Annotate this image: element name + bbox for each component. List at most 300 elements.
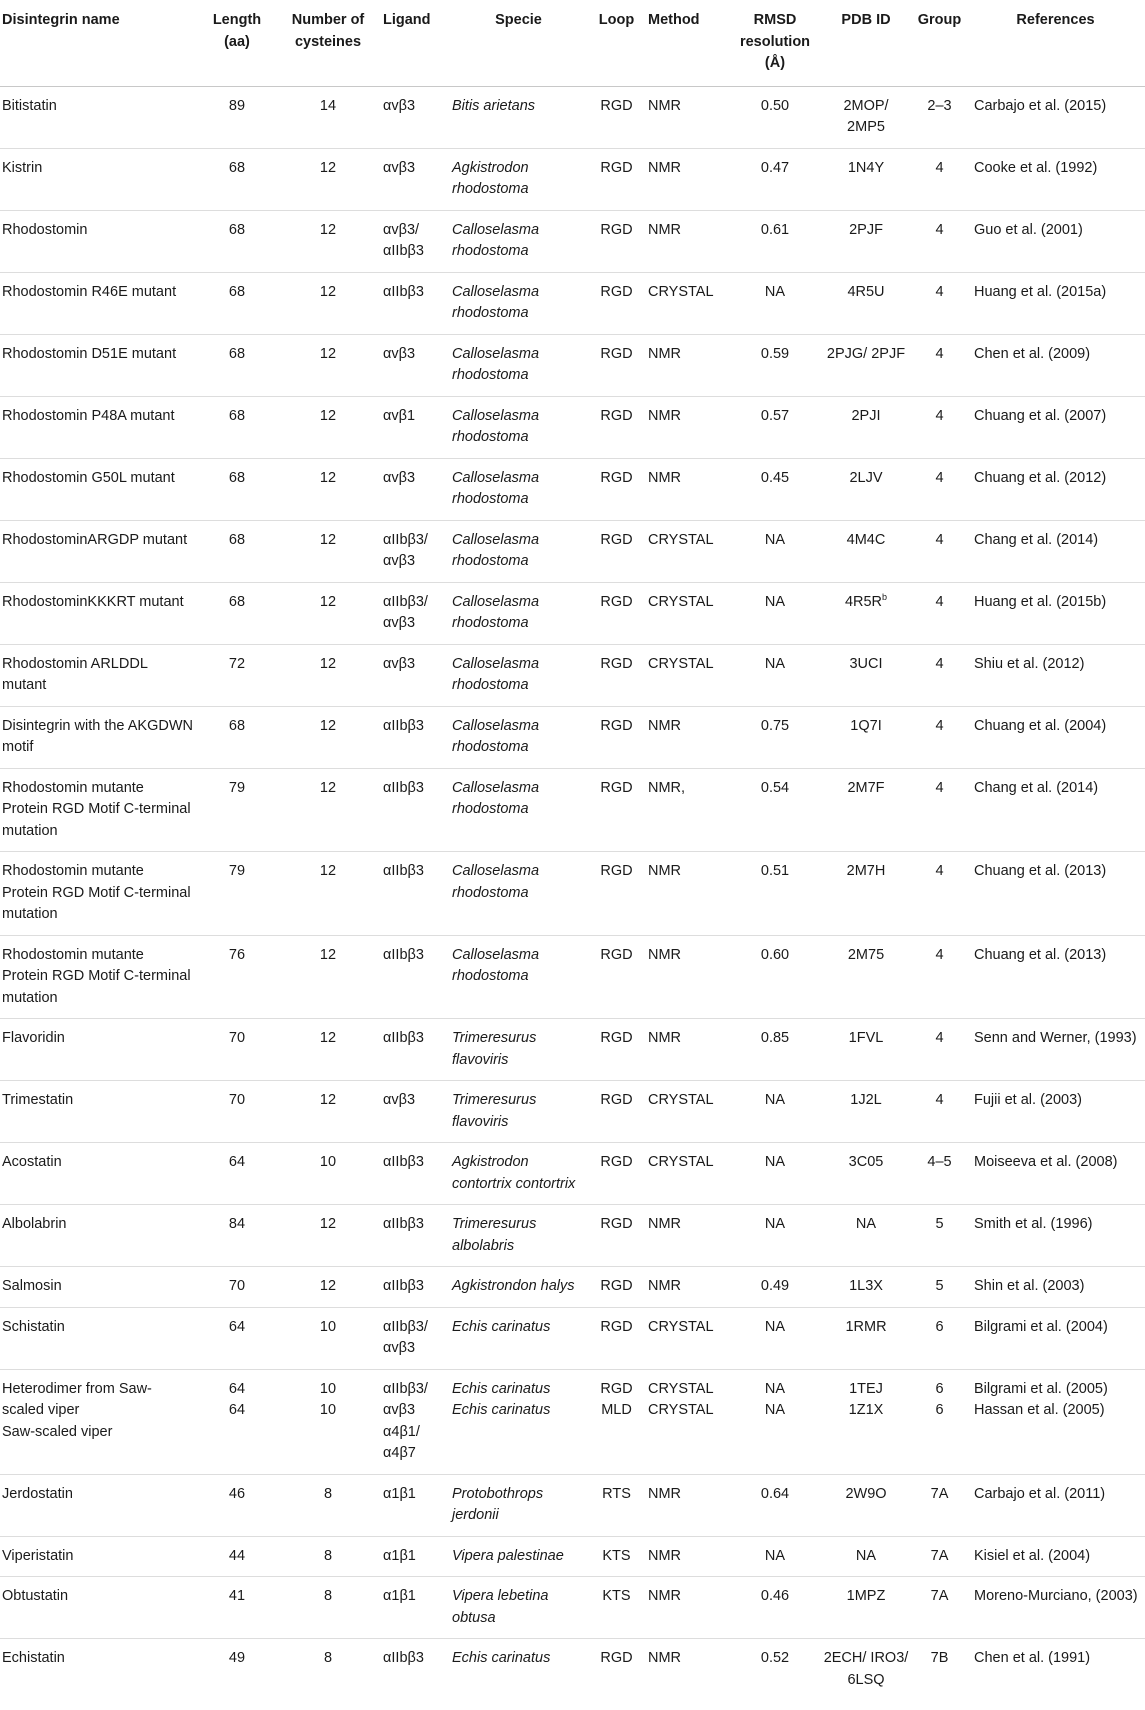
group-cell	[913, 582, 966, 644]
reference-cell	[966, 1577, 1145, 1639]
rmsd-cell-text: 0.75	[760, 717, 790, 734]
specie-cell-text: Trimeresurus flavoviris	[452, 1030, 537, 1068]
loop-cell-text: RGD	[600, 717, 633, 734]
group-cell	[913, 1081, 966, 1143]
method-cell-text: CRYSTAL	[648, 1318, 714, 1335]
method-cell-text: NMR,	[648, 779, 686, 796]
method-cell	[644, 520, 731, 582]
pdb-id-cell	[819, 852, 913, 936]
specie-cell-text: Echis carinatus	[452, 1402, 551, 1418]
group-cell-text: 7B	[930, 1650, 949, 1666]
table-row	[0, 1639, 1145, 1701]
length-cell	[197, 1143, 277, 1205]
cysteines-cell	[277, 1369, 379, 1474]
reference-cell-text: Chuang et al. (2004)	[974, 717, 1107, 734]
rmsd-cell-text: 0.57	[760, 407, 790, 424]
specie-cell	[448, 334, 589, 396]
length-cell	[197, 1639, 277, 1701]
cysteines-cell-text: 12	[319, 469, 337, 486]
name-cell	[0, 458, 197, 520]
loop-cell-text: RGD	[600, 1380, 633, 1397]
ligand-cell	[379, 86, 448, 148]
loop-cell-text: RGD	[600, 1278, 633, 1294]
length-cell-text: 49	[228, 1650, 246, 1666]
ligand-cell-text: αIIbβ3/ αvβ3	[383, 1318, 428, 1356]
loop-cell	[589, 706, 644, 768]
loop-cell	[589, 1369, 644, 1474]
cysteines-cell-text: 12	[319, 863, 337, 879]
ligand-cell-text: αIIbβ3/ αvβ3	[383, 593, 428, 631]
name-cell	[0, 148, 197, 210]
loop-cell-text: RGD	[600, 97, 633, 114]
rmsd-cell-text: NA	[764, 655, 786, 672]
name-cell	[0, 706, 197, 768]
length-cell-text: 72	[228, 655, 246, 672]
table-row	[0, 1369, 1145, 1474]
ligand-cell	[379, 272, 448, 334]
name-cell	[0, 1577, 197, 1639]
name-cell	[0, 1081, 197, 1143]
rmsd-cell-text: 0.45	[760, 469, 790, 486]
name-cell-text: Rhodostomin G50L mutant	[2, 469, 175, 486]
length-cell	[197, 458, 277, 520]
ligand-cell	[379, 1536, 448, 1577]
ligand-cell-text: αIIbβ3/ αvβ3	[383, 1380, 428, 1418]
specie-cell-text: Agkistrodon contortrix contortrix	[452, 1154, 576, 1192]
pdb-id-cell-text: 3C05	[848, 1154, 884, 1170]
loop-cell-text: RGD	[600, 407, 633, 424]
rmsd-cell	[731, 86, 819, 148]
name-cell-text: Rhodostomin D51E mutant	[2, 345, 177, 362]
specie-cell-text: Bitis arietans	[452, 97, 536, 114]
specie-cell-text: Agkistrondon halys	[452, 1278, 575, 1294]
reference-cell-text: Bilgrami et al. (2005)	[974, 1380, 1108, 1397]
method-cell	[644, 706, 731, 768]
group-cell-text: 4	[935, 221, 944, 238]
method-cell	[644, 1577, 731, 1639]
loop-cell-text: MLD	[601, 1402, 632, 1418]
cysteines-cell	[277, 1267, 379, 1308]
specie-cell-text: Calloselasma rhodostoma	[452, 946, 540, 984]
cysteines-cell-text: 8	[323, 1588, 333, 1604]
specie-cell-text: Calloselasma rhodostoma	[452, 469, 540, 507]
loop-cell-text: KTS	[602, 1588, 631, 1604]
length-cell-text: 68	[228, 717, 246, 734]
rmsd-cell	[731, 148, 819, 210]
ligand-cell	[379, 334, 448, 396]
ligand-cell-text: αvβ3	[383, 159, 416, 176]
cysteines-cell-text: 12	[319, 655, 337, 672]
ligand-cell	[379, 935, 448, 1019]
length-cell-text: 84	[228, 1216, 246, 1232]
cysteines-cell-text: 12	[319, 717, 337, 734]
table-body	[0, 86, 1145, 1700]
reference-cell	[966, 1474, 1145, 1536]
group-cell-text: 4	[935, 593, 944, 610]
rmsd-cell-text: NA	[764, 1318, 786, 1335]
loop-cell-text: RGD	[600, 946, 633, 963]
name-cell-text: Acostatin	[2, 1154, 62, 1170]
name-cell-text: Rhodostomin	[2, 221, 88, 238]
name-cell-text: Rhodostomin mutante Protein RGD Motif C-terminal mutation	[2, 779, 191, 839]
name-cell-text: Saw-scaled viper	[2, 1423, 113, 1440]
group-cell	[913, 520, 966, 582]
specie-cell	[448, 520, 589, 582]
ligand-cell	[379, 582, 448, 644]
pdb-id-cell-text: 2PJF	[849, 221, 883, 238]
group-cell	[913, 1639, 966, 1701]
name-cell	[0, 210, 197, 272]
cysteines-cell	[277, 1536, 379, 1577]
length-cell-text: 68	[228, 407, 246, 424]
rmsd-cell-text: NA	[764, 531, 786, 548]
cysteines-cell-text: 10	[319, 1402, 337, 1418]
cysteines-cell-text: 12	[319, 221, 337, 238]
length-cell-text: 68	[228, 283, 246, 300]
rmsd-cell-text: 0.49	[760, 1278, 790, 1294]
cysteines-cell-text: 12	[319, 407, 337, 424]
method-cell	[644, 396, 731, 458]
reference-cell	[966, 1267, 1145, 1308]
name-cell-text: Albolabrin	[2, 1216, 67, 1232]
loop-cell-text: RGD	[600, 779, 633, 796]
pdb-id-cell-text: 1MPZ	[846, 1588, 886, 1604]
group-cell	[913, 1474, 966, 1536]
specie-cell-text: Calloselasma rhodostoma	[452, 283, 540, 321]
group-cell-text: 4	[935, 469, 944, 486]
length-cell	[197, 210, 277, 272]
rmsd-cell	[731, 1307, 819, 1369]
cysteines-cell	[277, 768, 379, 852]
reference-cell-text: Chang et al. (2014)	[974, 531, 1099, 548]
group-cell-text: 4	[935, 1030, 944, 1046]
rmsd-cell	[731, 1143, 819, 1205]
name-cell-text: Obtustatin	[2, 1588, 69, 1604]
name-cell	[0, 334, 197, 396]
reference-cell-text: Hassan et al. (2005)	[974, 1402, 1105, 1418]
ligand-cell	[379, 706, 448, 768]
loop-cell	[589, 458, 644, 520]
method-cell-text: NMR	[648, 1485, 682, 1502]
reference-cell-text: Chuang et al. (2012)	[974, 469, 1107, 486]
cysteines-cell-text: 12	[319, 531, 337, 548]
header-method: Method	[644, 0, 731, 86]
ligand-cell	[379, 1019, 448, 1081]
method-cell	[644, 768, 731, 852]
name-cell	[0, 86, 197, 148]
ligand-cell-text: αvβ3	[383, 1092, 416, 1108]
specie-cell-text: Trimeresurus flavoviris	[452, 1092, 537, 1130]
table-row	[0, 86, 1145, 148]
ligand-cell	[379, 1267, 448, 1308]
specie-cell-text: Calloselasma rhodostoma	[452, 717, 540, 755]
pdb-id-cell	[819, 582, 913, 644]
reference-cell-text: Shin et al. (2003)	[974, 1278, 1085, 1294]
rmsd-cell	[731, 1205, 819, 1267]
specie-cell	[448, 458, 589, 520]
loop-cell	[589, 1081, 644, 1143]
specie-cell	[448, 148, 589, 210]
length-cell-text: 68	[228, 593, 246, 610]
rmsd-cell	[731, 1474, 819, 1536]
loop-cell	[589, 582, 644, 644]
name-cell-text: Flavoridin	[2, 1030, 65, 1046]
group-cell-text: 4	[935, 345, 944, 362]
method-cell	[644, 334, 731, 396]
group-cell-text: 4	[935, 531, 944, 548]
length-cell-text: 64	[228, 1154, 246, 1170]
length-cell	[197, 1081, 277, 1143]
loop-cell-text: RGD	[600, 531, 633, 548]
length-cell	[197, 1307, 277, 1369]
length-cell-text: 89	[228, 97, 246, 114]
pdb-id-cell	[819, 1369, 913, 1474]
specie-cell-text: Calloselasma rhodostoma	[452, 593, 540, 631]
ligand-cell	[379, 520, 448, 582]
length-cell-text: 79	[228, 779, 246, 796]
reference-cell-text: Moreno-Murciano, (2003)	[974, 1588, 1138, 1604]
rmsd-cell-text: 0.85	[760, 1030, 790, 1046]
group-cell	[913, 1536, 966, 1577]
group-cell	[913, 148, 966, 210]
header-cysteines: Number of cysteines	[277, 0, 379, 86]
ligand-cell	[379, 458, 448, 520]
table-row	[0, 1307, 1145, 1369]
reference-cell	[966, 520, 1145, 582]
cysteines-cell	[277, 1307, 379, 1369]
method-cell	[644, 148, 731, 210]
loop-cell-text: RTS	[602, 1485, 631, 1502]
rmsd-cell-text: 0.52	[760, 1650, 790, 1666]
name-cell	[0, 582, 197, 644]
name-cell	[0, 272, 197, 334]
loop-cell-text: RGD	[600, 1092, 633, 1108]
loop-cell	[589, 86, 644, 148]
pdb-id-cell-text: 4R5U	[847, 283, 885, 300]
pdb-id-cell-text: 4M4C	[846, 531, 886, 548]
specie-cell	[448, 644, 589, 706]
ligand-cell-text: αvβ3	[383, 345, 416, 362]
group-cell	[913, 1577, 966, 1639]
header-row	[0, 0, 1145, 86]
pdb-id-cell-text: 1Q7I	[850, 717, 882, 734]
group-cell-text: 2–3	[927, 97, 952, 114]
pdb-id-cell	[819, 1577, 913, 1639]
header-group: Group	[913, 0, 966, 86]
rmsd-cell-text: 0.46	[760, 1588, 790, 1604]
ligand-cell-text: αIIbβ3	[383, 863, 424, 879]
pdb-id-cell-text: 2M7F	[847, 779, 885, 796]
reference-cell	[966, 706, 1145, 768]
name-cell	[0, 396, 197, 458]
reference-cell-text: Cooke et al. (1992)	[974, 159, 1098, 176]
rmsd-cell	[731, 334, 819, 396]
name-cell-text: Rhodostomin R46E mutant	[2, 283, 177, 300]
pdb-id-cell-text: NA	[855, 1547, 877, 1564]
reference-cell	[966, 1536, 1145, 1577]
method-cell-text: NMR	[648, 1588, 682, 1604]
table-row	[0, 706, 1145, 768]
method-cell	[644, 1536, 731, 1577]
cysteines-cell-text: 12	[319, 1030, 337, 1046]
pdb-id-cell-text: 2W9O	[845, 1485, 887, 1502]
rmsd-cell-text: 0.47	[760, 159, 790, 176]
name-cell-text: Rhodostomin ARLDDL mutant	[2, 655, 148, 693]
pdb-id-cell-text: 1FVL	[848, 1030, 884, 1046]
name-cell	[0, 1474, 197, 1536]
pdb-id-cell	[819, 1474, 913, 1536]
ligand-cell	[379, 1474, 448, 1536]
method-cell	[644, 1307, 731, 1369]
reference-cell-text: Shiu et al. (2012)	[974, 655, 1085, 672]
loop-cell	[589, 520, 644, 582]
pdb-id-cell-text: 1L3X	[849, 1278, 883, 1294]
length-cell-text: 79	[228, 863, 246, 879]
cysteines-cell-text: 12	[319, 345, 337, 362]
table-row	[0, 644, 1145, 706]
loop-cell	[589, 396, 644, 458]
name-cell-text: Salmosin	[2, 1278, 62, 1294]
pdb-id-cell-text: 2LJV	[849, 469, 883, 486]
ligand-cell	[379, 1143, 448, 1205]
table-row	[0, 396, 1145, 458]
group-cell-text: 5	[935, 1278, 944, 1294]
method-cell	[644, 1019, 731, 1081]
loop-cell-text: RGD	[600, 1216, 633, 1232]
method-cell-text: CRYSTAL	[648, 283, 714, 300]
loop-cell	[589, 852, 644, 936]
cysteines-cell	[277, 1577, 379, 1639]
reference-cell	[966, 582, 1145, 644]
pdb-id-cell	[819, 644, 913, 706]
ligand-cell-text: αvβ1	[383, 407, 416, 424]
cysteines-cell-text: 12	[319, 779, 337, 796]
cysteines-cell-text: 10	[319, 1154, 337, 1170]
specie-cell	[448, 272, 589, 334]
reference-cell	[966, 1143, 1145, 1205]
name-cell	[0, 520, 197, 582]
length-cell	[197, 1205, 277, 1267]
header-loop: Loop	[589, 0, 644, 86]
pdb-id-cell	[819, 1205, 913, 1267]
length-cell-text: 64	[228, 1402, 246, 1418]
cysteines-cell	[277, 852, 379, 936]
loop-cell	[589, 644, 644, 706]
reference-cell	[966, 272, 1145, 334]
name-cell-text: Jerdostatin	[2, 1485, 73, 1502]
pdb-id-cell	[819, 1081, 913, 1143]
reference-cell	[966, 86, 1145, 148]
specie-cell-text: Calloselasma rhodostoma	[452, 221, 540, 259]
name-cell-text: Rhodostomin P48A mutant	[2, 407, 175, 424]
reference-cell	[966, 1369, 1145, 1474]
rmsd-cell	[731, 1019, 819, 1081]
loop-cell-text: RGD	[600, 1154, 633, 1170]
method-cell	[644, 86, 731, 148]
name-cell	[0, 1205, 197, 1267]
name-cell	[0, 935, 197, 1019]
group-cell-text: 4	[935, 655, 944, 672]
pdb-id-cell-text: 3UCI	[849, 655, 883, 672]
header-ligand: Ligand	[379, 0, 448, 86]
length-cell	[197, 706, 277, 768]
specie-cell	[448, 396, 589, 458]
method-cell	[644, 1081, 731, 1143]
specie-cell	[448, 86, 589, 148]
group-cell	[913, 272, 966, 334]
pdb-id-cell-text: 1RMR	[845, 1318, 887, 1335]
cysteines-cell	[277, 1639, 379, 1701]
ligand-cell	[379, 210, 448, 272]
specie-cell	[448, 1577, 589, 1639]
ligand-cell-text: α1β1	[383, 1588, 416, 1604]
specie-cell-text: Calloselasma rhodostoma	[452, 779, 540, 817]
specie-cell	[448, 1369, 589, 1474]
cysteines-cell-text: 12	[319, 1092, 337, 1108]
reference-cell	[966, 334, 1145, 396]
table-row	[0, 520, 1145, 582]
rmsd-cell-text: NA	[764, 1380, 786, 1397]
length-cell-text: 68	[228, 221, 246, 238]
method-cell-text: NMR	[648, 159, 682, 176]
loop-cell	[589, 210, 644, 272]
reference-cell-text: Chen et al. (2009)	[974, 345, 1091, 362]
loop-cell	[589, 148, 644, 210]
method-cell-text: NMR	[648, 717, 682, 734]
loop-cell	[589, 768, 644, 852]
specie-cell	[448, 1307, 589, 1369]
reference-cell	[966, 1639, 1145, 1701]
reference-cell	[966, 1081, 1145, 1143]
header-name: Disintegrin name	[0, 0, 197, 86]
rmsd-cell	[731, 582, 819, 644]
ligand-cell	[379, 1369, 448, 1474]
length-cell	[197, 1536, 277, 1577]
specie-cell-text: Echis carinatus	[452, 1380, 551, 1397]
method-cell	[644, 582, 731, 644]
pdb-id-cell	[819, 1307, 913, 1369]
method-cell	[644, 210, 731, 272]
cysteines-cell	[277, 644, 379, 706]
group-cell	[913, 1307, 966, 1369]
group-cell-text: 7A	[930, 1588, 949, 1604]
method-cell-text: CRYSTAL	[648, 1380, 714, 1397]
group-cell-text: 7A	[930, 1547, 949, 1564]
method-cell-text: CRYSTAL	[648, 593, 714, 610]
length-cell-text: 68	[228, 531, 246, 548]
name-cell	[0, 1267, 197, 1308]
group-cell-text: 7A	[930, 1485, 949, 1502]
cysteines-cell	[277, 334, 379, 396]
pdb-id-cell	[819, 210, 913, 272]
group-cell	[913, 396, 966, 458]
pdb-id-cell	[819, 148, 913, 210]
method-cell	[644, 272, 731, 334]
rmsd-cell	[731, 272, 819, 334]
cysteines-cell	[277, 210, 379, 272]
method-cell-text: NMR	[648, 1547, 682, 1564]
cysteines-cell-text: 8	[323, 1547, 333, 1564]
specie-cell-text: Vipera lebetina obtusa	[452, 1588, 549, 1626]
group-cell	[913, 1369, 966, 1474]
name-cell	[0, 1536, 197, 1577]
reference-cell-text: Chuang et al. (2013)	[974, 946, 1107, 963]
rmsd-cell-text: 0.64	[760, 1485, 790, 1502]
table-row	[0, 1019, 1145, 1081]
cysteines-cell	[277, 272, 379, 334]
group-cell	[913, 458, 966, 520]
cysteines-cell	[277, 1019, 379, 1081]
